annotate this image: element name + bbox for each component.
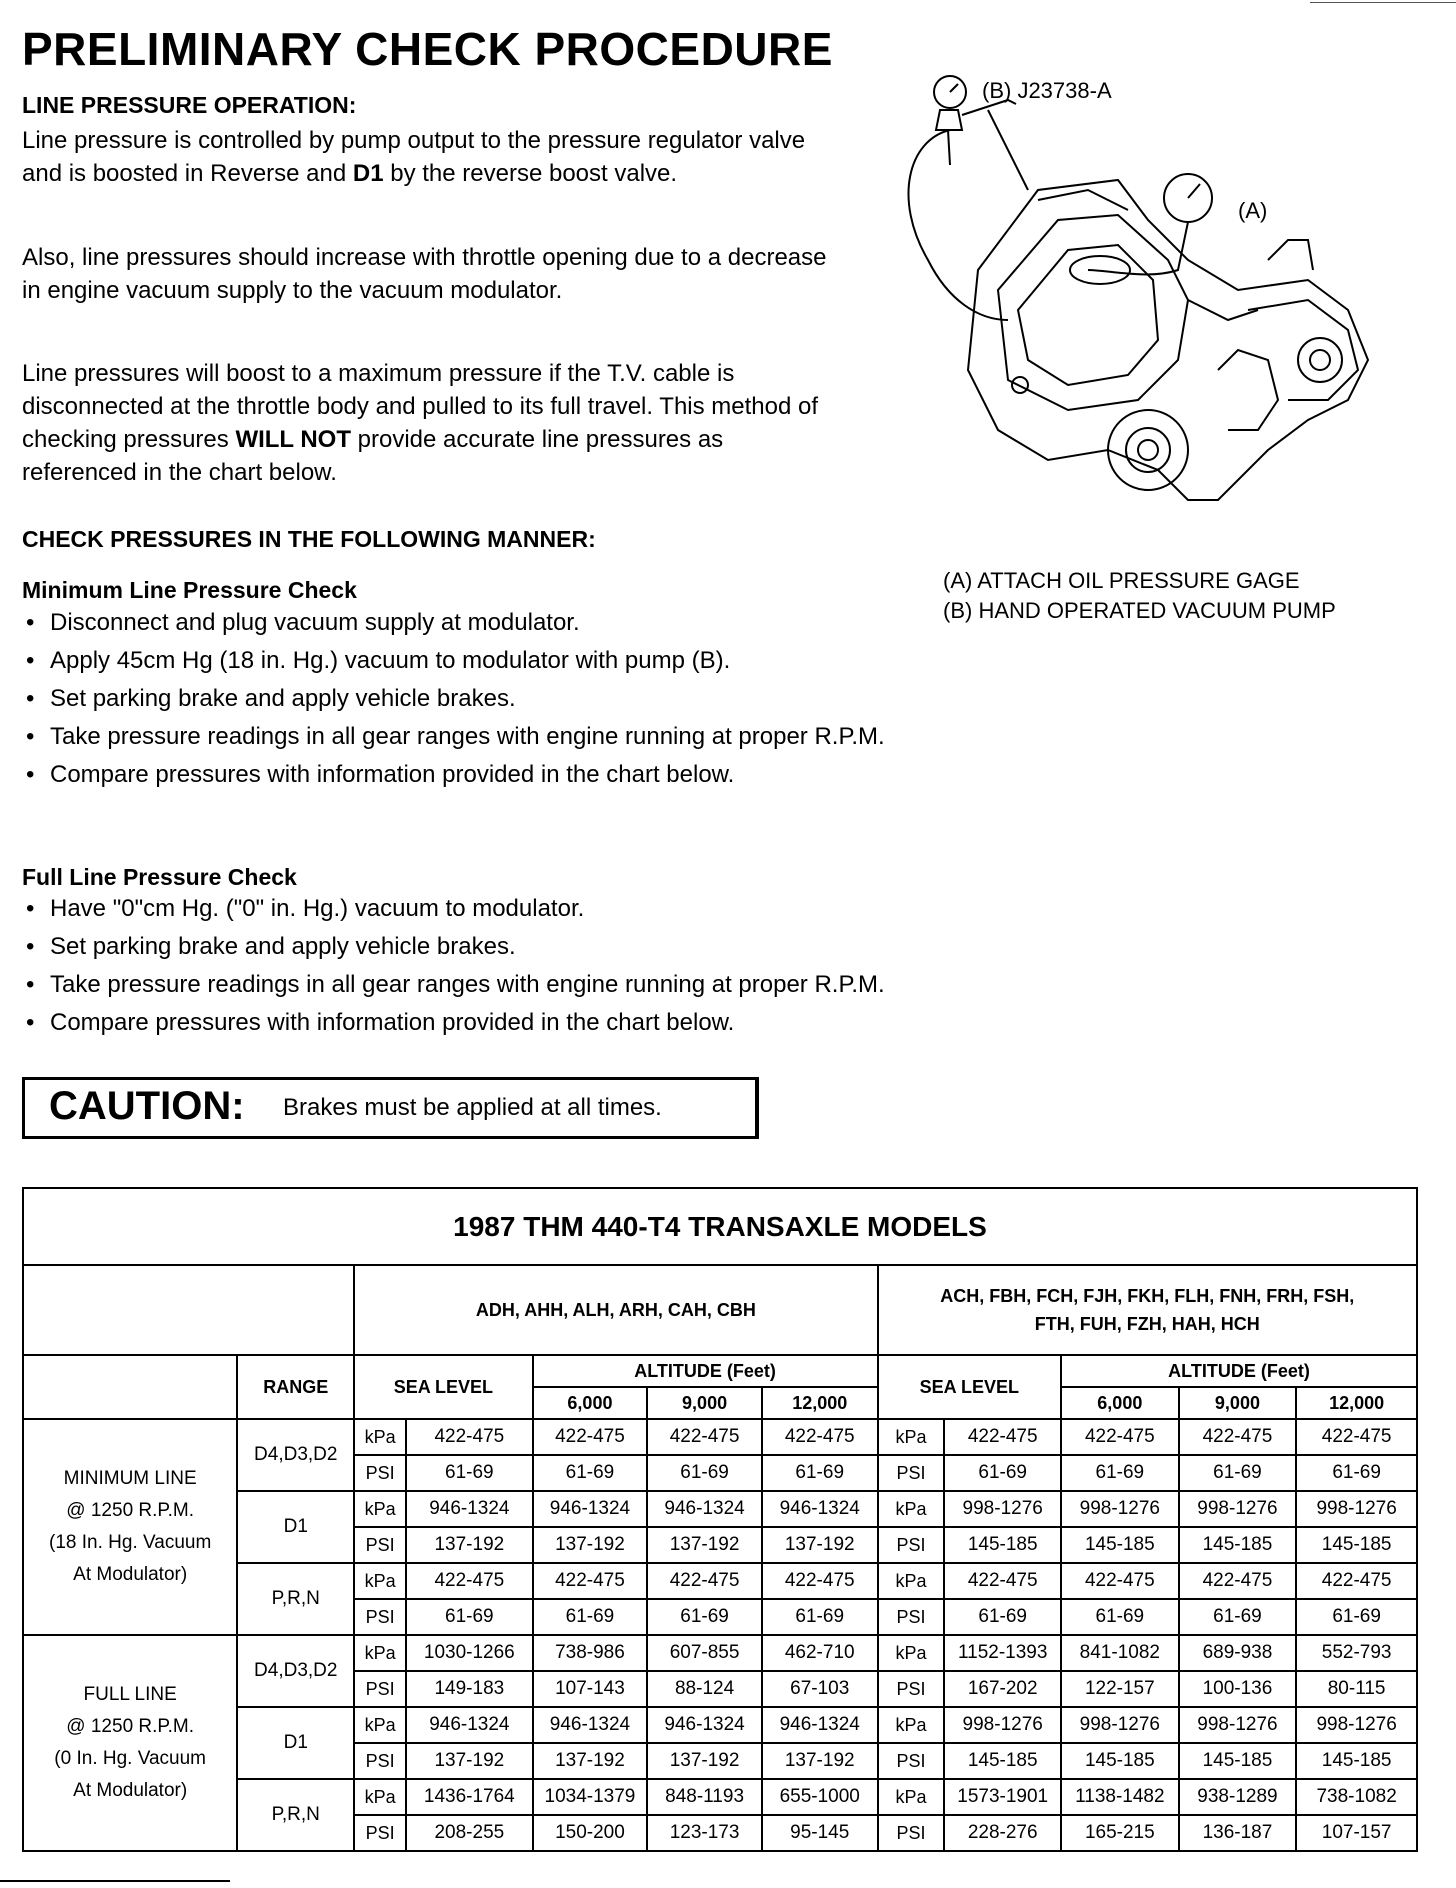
minimum-check-list	[22, 604, 1122, 794]
pressure-table	[22, 1187, 1418, 1852]
unit-cell: PSI	[878, 1527, 945, 1563]
value-cell: 422-475	[1061, 1563, 1179, 1599]
unit-cell: PSI	[878, 1599, 945, 1635]
value-cell: 655-1000	[762, 1779, 878, 1815]
value-cell: 137-192	[647, 1743, 762, 1779]
table-row	[23, 1419, 1417, 1455]
full-check-list	[22, 890, 1122, 1042]
list-item: • Set parking brake and apply vehicle brakes.	[22, 928, 1122, 966]
value-cell: 107-157	[1296, 1815, 1417, 1851]
model-group-1: ADH, AHH, ALH, ARH, CAH, CBH	[354, 1265, 877, 1355]
value-cell: 149-183	[406, 1671, 533, 1707]
alt-6000-2: 6,000	[1061, 1387, 1179, 1419]
value-cell: 61-69	[762, 1599, 878, 1635]
caution-text: Brakes must be applied at all times.	[283, 1094, 662, 1121]
range-cell: D1	[237, 1491, 354, 1563]
value-cell: 123-173	[647, 1815, 762, 1851]
value-cell: 422-475	[762, 1419, 878, 1455]
value-cell: 145-185	[1061, 1743, 1179, 1779]
value-cell: 946-1324	[762, 1707, 878, 1743]
value-cell: 228-276	[944, 1815, 1061, 1851]
value-cell: 946-1324	[406, 1707, 533, 1743]
value-cell: 689-938	[1179, 1635, 1297, 1671]
value-cell: 137-192	[762, 1743, 878, 1779]
value-cell: 80-115	[1296, 1671, 1417, 1707]
unit-cell: PSI	[354, 1743, 406, 1779]
value-cell: 165-215	[1061, 1815, 1179, 1851]
value-cell: 1152-1393	[944, 1635, 1061, 1671]
value-cell: 122-157	[1061, 1671, 1179, 1707]
minimum-check-heading: Minimum Line Pressure Check	[22, 577, 357, 603]
value-cell: 145-185	[1296, 1527, 1417, 1563]
value-cell: 61-69	[1296, 1455, 1417, 1491]
table-body	[23, 1419, 1417, 1851]
unit-cell: kPa	[878, 1491, 945, 1527]
value-cell: 61-69	[406, 1599, 533, 1635]
value-cell: 145-185	[1179, 1527, 1297, 1563]
list-item: • Apply 45cm Hg (18 in. Hg.) vacuum to modulator with pump (B).	[22, 642, 810, 680]
value-cell: 848-1193	[647, 1779, 762, 1815]
value-cell: 208-255	[406, 1815, 533, 1851]
check-pressures-heading: CHECK PRESSURES IN THE FOLLOWING MANNER:	[22, 526, 596, 552]
page-title: PRELIMINARY CHECK PROCEDURE	[22, 23, 833, 75]
value-cell: 422-475	[406, 1563, 533, 1599]
unit-cell: PSI	[354, 1455, 406, 1491]
value-cell: 61-69	[1179, 1599, 1297, 1635]
unit-cell: kPa	[354, 1635, 406, 1671]
alt-9000-1: 9,000	[647, 1387, 762, 1419]
unit-cell: PSI	[878, 1671, 945, 1707]
condition-line: At Modulator)	[73, 1780, 188, 1801]
altitude-header-2: ALTITUDE (Feet)	[1061, 1355, 1417, 1387]
unit-cell: PSI	[878, 1743, 945, 1779]
value-cell: 1436-1764	[406, 1779, 533, 1815]
unit-cell: PSI	[878, 1815, 945, 1851]
value-cell: 422-475	[1061, 1419, 1179, 1455]
value-cell: 462-710	[762, 1635, 878, 1671]
value-cell: 61-69	[1179, 1455, 1297, 1491]
value-cell: 137-192	[533, 1743, 648, 1779]
unit-cell: kPa	[878, 1563, 945, 1599]
unit-cell: kPa	[878, 1707, 945, 1743]
condition-line: MINIMUM LINE	[63, 1468, 197, 1489]
value-cell: 1138-1482	[1061, 1779, 1179, 1815]
value-cell: 422-475	[533, 1419, 648, 1455]
list-item: • Take pressure readings in all gear ranges with engine running at proper R.P.M.	[22, 966, 1122, 1004]
range-cell: D1	[237, 1707, 354, 1779]
p3-text-c: provide accurate line pressures as referenced in the chart below.	[22, 426, 724, 486]
value-cell: 946-1324	[647, 1707, 762, 1743]
value-cell: 167-202	[944, 1671, 1061, 1707]
label-b: (B) J23738-A	[982, 78, 1112, 103]
value-cell: 998-1276	[1296, 1707, 1417, 1743]
table-title: 1987 THM 440-T4 TRANSAXLE MODELS	[23, 1188, 1417, 1265]
unit-cell: kPa	[354, 1563, 406, 1599]
value-cell: 137-192	[533, 1527, 648, 1563]
value-cell: 738-1082	[1296, 1779, 1417, 1815]
unit-cell: kPa	[878, 1419, 945, 1455]
line-pressure-paragraph-1	[22, 124, 842, 190]
value-cell: 137-192	[406, 1743, 533, 1779]
value-cell: 145-185	[1296, 1743, 1417, 1779]
p1-text-bold: D1	[352, 160, 384, 187]
value-cell: 1030-1266	[406, 1635, 533, 1671]
p1-text-a: Line pressure is controlled by pump output to the pressure regulator valve and is boosted in Reverse and	[22, 127, 806, 187]
value-cell: 422-475	[944, 1563, 1061, 1599]
line-pressure-paragraph-3	[22, 357, 842, 489]
value-cell: 137-192	[762, 1527, 878, 1563]
illustration-legend	[943, 566, 1336, 626]
range-header: RANGE	[237, 1355, 354, 1419]
p3-text-a: Line pressures will boost to a maximum pressure if the T.V. cable is disconnected at the throttle body and pulled to its full travel. This method of checking pressures	[22, 360, 819, 453]
value-cell: 100-136	[1179, 1671, 1297, 1707]
list-item: • Compare pressures with information provided in the chart below.	[22, 756, 1122, 794]
pressure-gauge-icon	[1164, 174, 1212, 222]
value-cell: 61-69	[647, 1599, 762, 1635]
model-group-2: ACH, FBH, FCH, FJH, FKH, FLH, FNH, FRH, FSH, FTH, FUH, FZH, HAH, HCH	[878, 1265, 1417, 1355]
value-cell: 552-793	[1296, 1635, 1417, 1671]
transaxle-drawing	[888, 70, 1408, 570]
value-cell: 422-475	[944, 1419, 1061, 1455]
condition-line: FULL LINE	[83, 1684, 177, 1705]
caution-label: CAUTION:	[49, 1084, 245, 1128]
alt-12000-1: 12,000	[762, 1387, 878, 1419]
value-cell: 422-475	[647, 1419, 762, 1455]
value-cell: 946-1324	[406, 1491, 533, 1527]
condition-line: @ 1250 R.P.M.	[66, 1716, 195, 1737]
value-cell: 107-143	[533, 1671, 648, 1707]
unit-cell: PSI	[354, 1527, 406, 1563]
condition-line: @ 1250 R.P.M.	[66, 1500, 195, 1521]
legend-b: (B) HAND OPERATED VACUUM PUMP	[943, 598, 1336, 623]
value-cell: 137-192	[406, 1527, 533, 1563]
sea-level-header-1: SEA LEVEL	[354, 1355, 532, 1419]
value-cell: 61-69	[762, 1455, 878, 1491]
value-cell: 998-1276	[1179, 1707, 1297, 1743]
alt-12000-2: 12,000	[1296, 1387, 1417, 1419]
range-cell: P,R,N	[237, 1779, 354, 1851]
range-cell: P,R,N	[237, 1563, 354, 1635]
value-cell: 61-69	[406, 1455, 533, 1491]
value-cell: 145-185	[944, 1743, 1061, 1779]
value-cell: 61-69	[647, 1455, 762, 1491]
value-cell: 137-192	[647, 1527, 762, 1563]
unit-cell: kPa	[354, 1491, 406, 1527]
value-cell: 61-69	[1061, 1599, 1179, 1635]
bottom-rule	[0, 1880, 230, 1882]
p3-text-bold: WILL NOT	[235, 426, 351, 453]
value-cell: 422-475	[1179, 1419, 1297, 1455]
pressure-table-wrap	[22, 1187, 1418, 1852]
list-item: • Compare pressures with information provided in the chart below.	[22, 1004, 1122, 1042]
value-cell: 738-986	[533, 1635, 648, 1671]
value-cell: 145-185	[944, 1527, 1061, 1563]
value-cell: 998-1276	[1296, 1491, 1417, 1527]
value-cell: 95-145	[762, 1815, 878, 1851]
transaxle-illustration	[888, 70, 1408, 570]
table-row	[23, 1635, 1417, 1671]
unit-cell: PSI	[354, 1815, 406, 1851]
unit-cell: kPa	[354, 1419, 406, 1455]
alt-9000-2: 9,000	[1179, 1387, 1297, 1419]
label-a: (A)	[1238, 198, 1268, 223]
value-cell: 422-475	[762, 1563, 878, 1599]
value-cell: 61-69	[944, 1599, 1061, 1635]
top-rule	[1310, 2, 1456, 3]
unit-cell: PSI	[878, 1455, 945, 1491]
value-cell: 938-1289	[1179, 1779, 1297, 1815]
caution-box	[22, 1077, 759, 1139]
alt-6000-1: 6,000	[533, 1387, 648, 1419]
value-cell: 422-475	[1296, 1419, 1417, 1455]
value-cell: 422-475	[406, 1419, 533, 1455]
value-cell: 422-475	[533, 1563, 648, 1599]
full-check-heading: Full Line Pressure Check	[22, 864, 297, 890]
value-cell: 145-185	[1061, 1527, 1179, 1563]
unit-cell: kPa	[354, 1779, 406, 1815]
condition-cell	[23, 1635, 237, 1851]
blank-header	[23, 1265, 354, 1355]
range-cell: D4,D3,D2	[237, 1419, 354, 1491]
value-cell: 145-185	[1179, 1743, 1297, 1779]
value-cell: 946-1324	[533, 1491, 648, 1527]
condition-line: (0 In. Hg. Vacuum	[54, 1748, 207, 1769]
condition-line: At Modulator)	[73, 1564, 188, 1585]
legend-a: (A) ATTACH OIL PRESSURE GAGE	[943, 568, 1300, 593]
value-cell: 67-103	[762, 1671, 878, 1707]
value-cell: 61-69	[533, 1455, 648, 1491]
unit-cell: kPa	[878, 1779, 945, 1815]
sea-level-header-2: SEA LEVEL	[878, 1355, 1061, 1419]
value-cell: 1573-1901	[944, 1779, 1061, 1815]
blank-condition-header	[23, 1355, 237, 1419]
value-cell: 88-124	[647, 1671, 762, 1707]
value-cell: 422-475	[647, 1563, 762, 1599]
unit-cell: kPa	[354, 1707, 406, 1743]
value-cell: 998-1276	[1061, 1707, 1179, 1743]
value-cell: 422-475	[1179, 1563, 1297, 1599]
line-pressure-paragraph-2: Also, line pressures should increase with throttle opening due to a decrease in engine vacuum supply to the vacuum modulator.	[22, 244, 827, 304]
value-cell: 607-855	[647, 1635, 762, 1671]
value-cell: 841-1082	[1061, 1635, 1179, 1671]
value-cell: 998-1276	[1061, 1491, 1179, 1527]
p1-text-c: by the reverse boost valve.	[383, 160, 678, 187]
value-cell: 150-200	[533, 1815, 648, 1851]
unit-cell: PSI	[354, 1599, 406, 1635]
condition-line: (18 In. Hg. Vacuum	[49, 1532, 212, 1553]
list-item: • Have "0"cm Hg. ("0" in. Hg.) vacuum to modulator.	[22, 890, 1122, 928]
value-cell: 422-475	[1296, 1563, 1417, 1599]
value-cell: 61-69	[1296, 1599, 1417, 1635]
value-cell: 1034-1379	[533, 1779, 648, 1815]
range-cell: D4,D3,D2	[237, 1635, 354, 1707]
condition-cell	[23, 1419, 237, 1635]
value-cell: 998-1276	[944, 1707, 1061, 1743]
value-cell: 998-1276	[1179, 1491, 1297, 1527]
value-cell: 61-69	[533, 1599, 648, 1635]
line-pressure-heading: LINE PRESSURE OPERATION:	[22, 92, 357, 118]
list-item: • Take pressure readings in all gear ranges with engine running at proper R.P.M.	[22, 718, 1122, 756]
altitude-header-1: ALTITUDE (Feet)	[533, 1355, 878, 1387]
value-cell: 998-1276	[944, 1491, 1061, 1527]
list-item: • Disconnect and plug vacuum supply at modulator.	[22, 604, 1122, 642]
unit-cell: kPa	[878, 1635, 945, 1671]
list-item: • Set parking brake and apply vehicle brakes.	[22, 680, 1122, 718]
value-cell: 136-187	[1179, 1815, 1297, 1851]
value-cell: 946-1324	[533, 1707, 648, 1743]
value-cell: 61-69	[1061, 1455, 1179, 1491]
unit-cell: PSI	[354, 1671, 406, 1707]
value-cell: 61-69	[944, 1455, 1061, 1491]
value-cell: 946-1324	[762, 1491, 878, 1527]
value-cell: 946-1324	[647, 1491, 762, 1527]
